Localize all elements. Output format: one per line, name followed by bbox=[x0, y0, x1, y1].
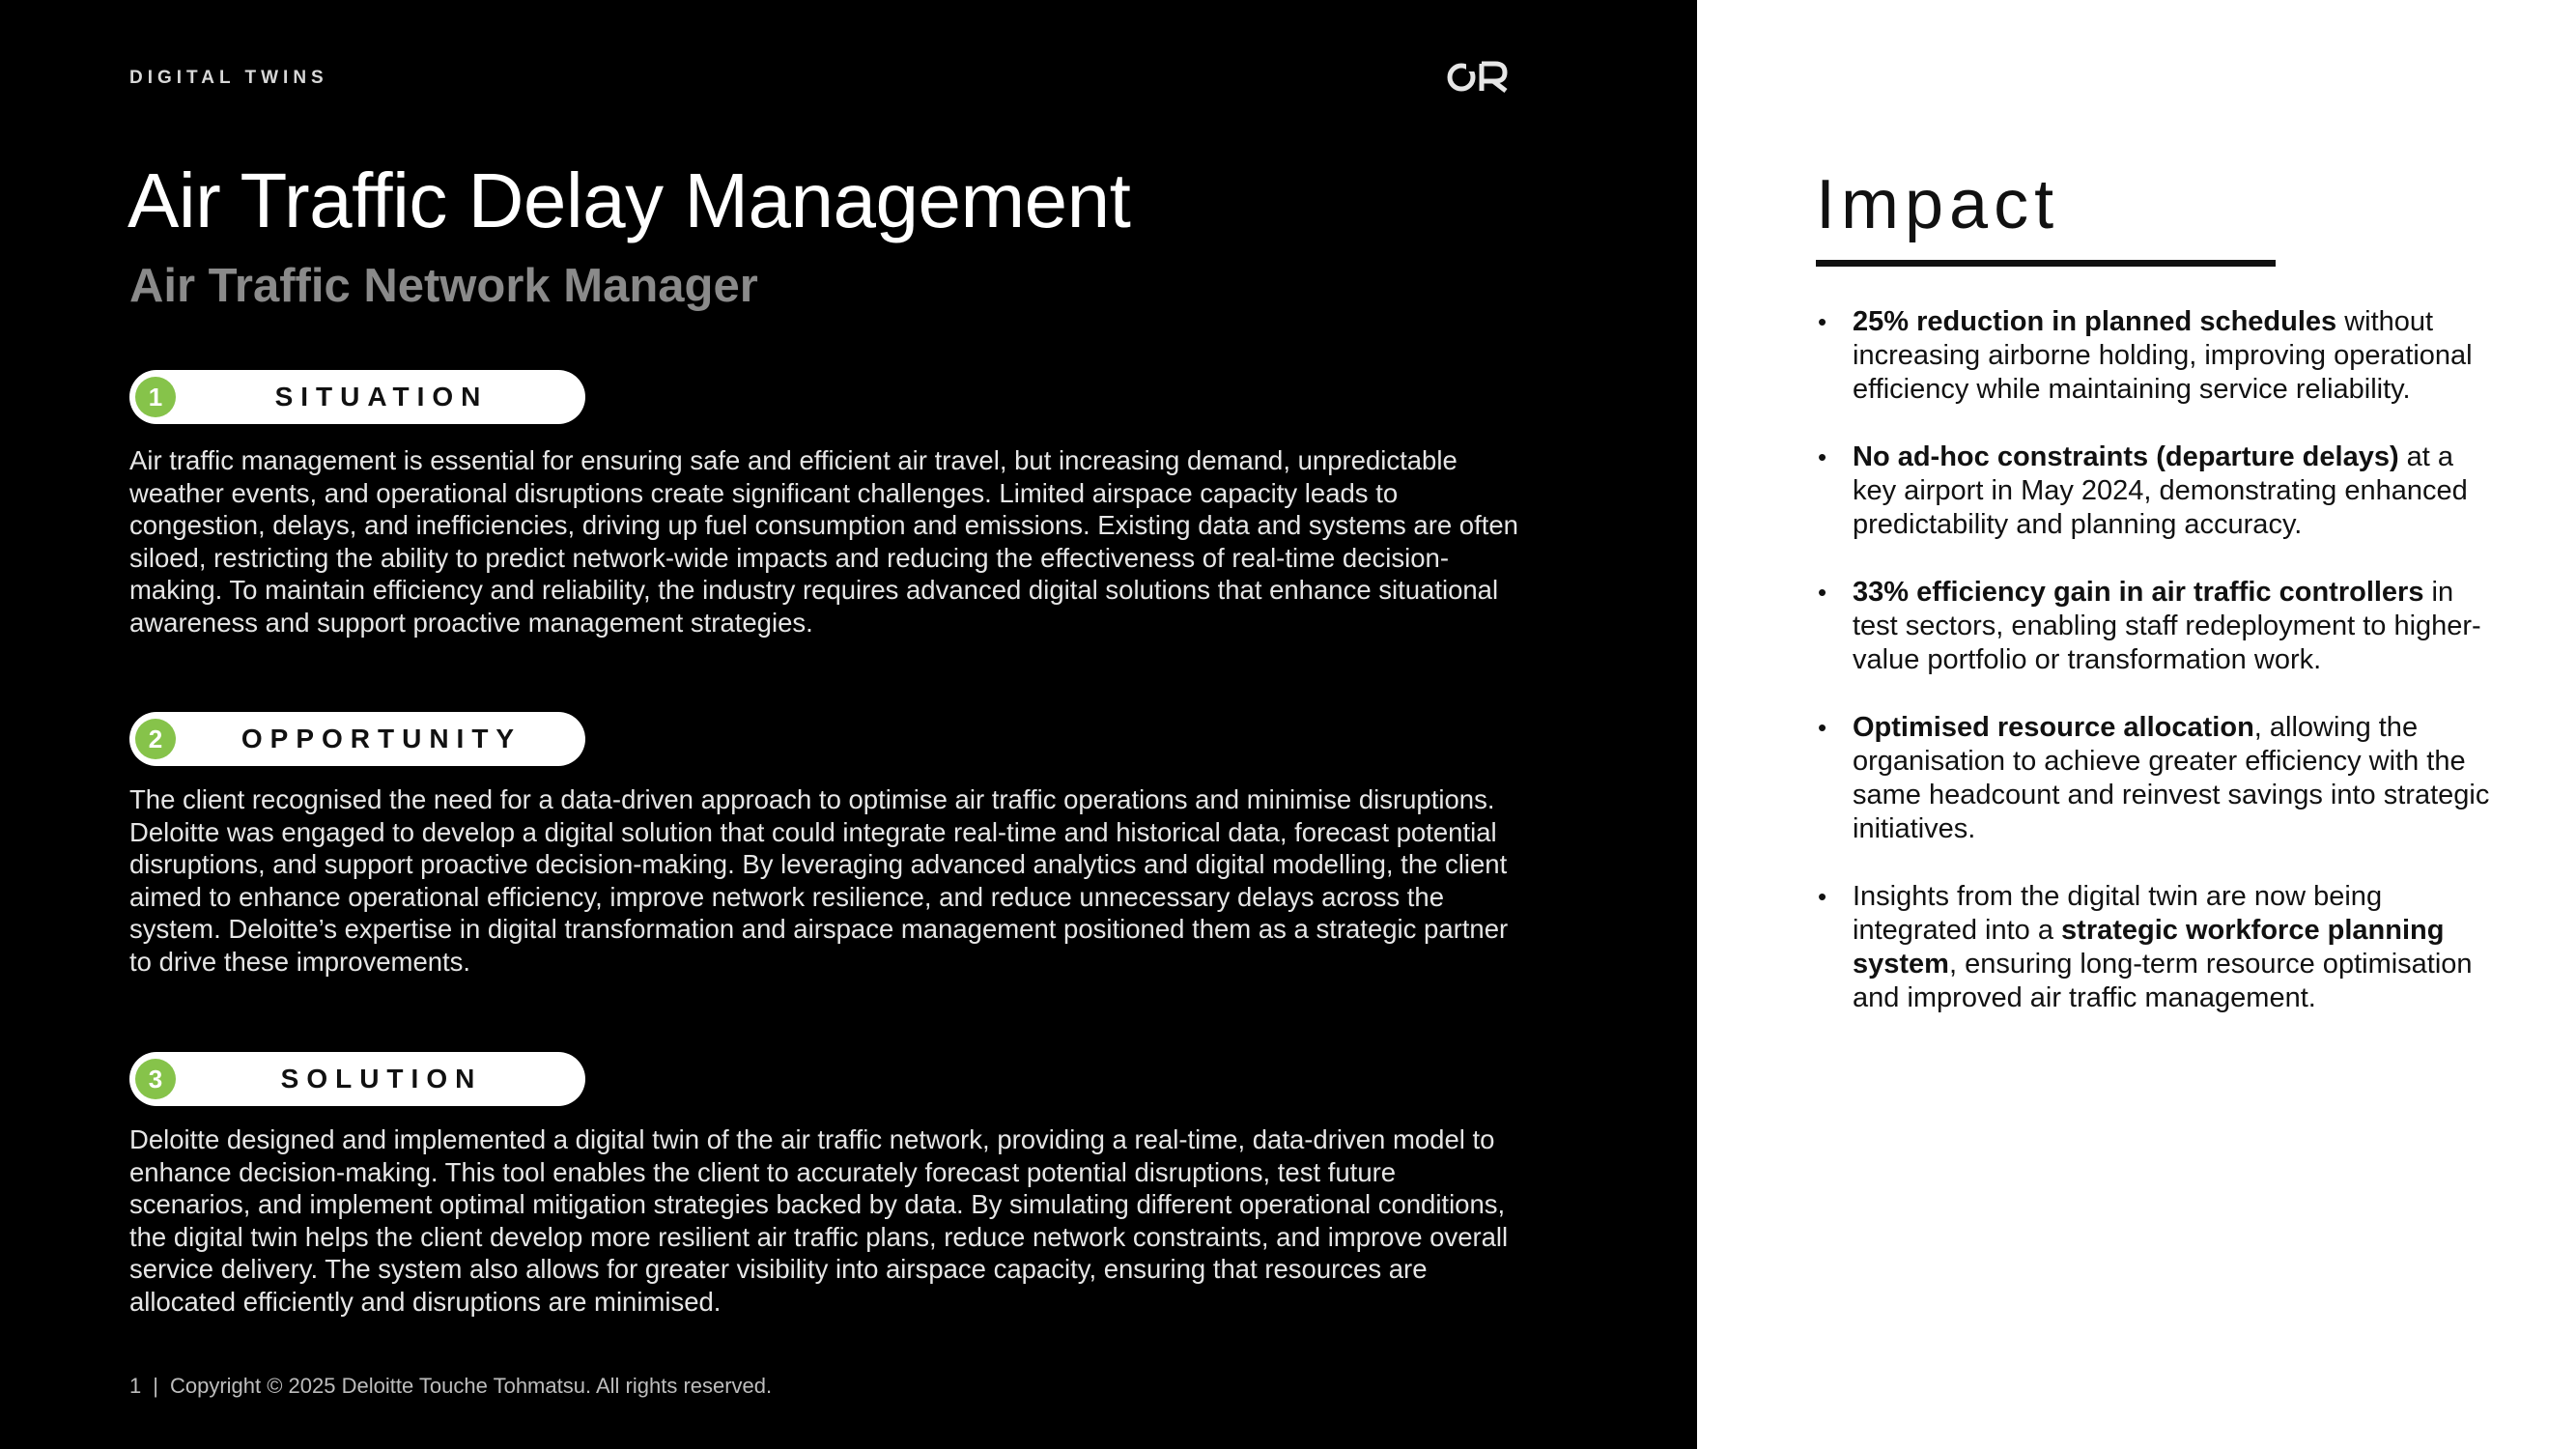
page-subtitle: Air Traffic Network Manager bbox=[129, 260, 758, 312]
impact-item-text: at a key airport in May 2024, demonstrating enhanced predictability and planning accuracy. bbox=[1853, 441, 2468, 540]
page-title: Air Traffic Delay Management bbox=[127, 157, 1131, 243]
impact-title: Impact bbox=[1816, 166, 2060, 243]
impact-item-highlight: Optimised resource allocation bbox=[1853, 712, 2254, 743]
opportunity-text: The client recognised the need for a data-driven approach to optimise air traffic operations and minimise disruptions. Deloitte was engaged to develop a digital solution that could integrate real-time and historical data, forecast potential disruptions, and support proactive decision-making. By leveraging advanced analytics and digital modelling, the client aimed to enhance operational efficiency, improve network resilience, and reduce unnecessary delays across the system. Deloitte’s expertise in digital transformation and airspace management positioned them as a strategic partner to drive these improvements. bbox=[129, 784, 1509, 977]
impact-item bbox=[1816, 880, 2492, 1015]
situation-text: Air traffic management is essential for ensuring safe and efficient air travel, but increasing demand, unpredictable weather events, and operational disruptions create significant challenges. Limited airspace capacity leads to congestion, delays, and inefficiencies, driving up fuel consumption and emissions. Existing data and systems are often siloed, restricting the ability to predict network-wide impacts and reducing the effectiveness of real-time decision-making. To maintain efficiency and reliability, the industry requires advanced digital solutions that enhance situational awareness and support proactive management strategies. bbox=[129, 445, 1518, 638]
impact-item bbox=[1816, 440, 2492, 542]
impact-list bbox=[1816, 305, 2492, 1049]
bullet-icon: • bbox=[1818, 713, 1827, 742]
section-tag: DIGITAL TWINS bbox=[129, 68, 328, 88]
impact-underline bbox=[1816, 260, 2276, 267]
bullet-icon: • bbox=[1818, 578, 1827, 607]
impact-item bbox=[1816, 576, 2492, 677]
impact-item-text: in test sectors, enabling staff redeployment to higher-value portfolio or transformation work. bbox=[1853, 577, 2481, 675]
page-number: 1 bbox=[129, 1374, 142, 1398]
opportunity-header bbox=[129, 712, 585, 766]
footer bbox=[129, 1374, 772, 1399]
section-number-badge: 2 bbox=[135, 719, 176, 759]
section-label: OPPORTUNITY bbox=[241, 724, 523, 753]
section-label: SOLUTION bbox=[280, 1064, 483, 1094]
section-number-badge: 3 bbox=[135, 1059, 176, 1099]
impact-item-text: , allowing the organisation to achieve greater efficiency with the same headcount and reinvest savings into strategic initiatives. bbox=[1853, 712, 2490, 844]
impact-item bbox=[1816, 305, 2492, 407]
impact-item-text: , ensuring long-term resource optimisation and improved air traffic management. bbox=[1853, 949, 2473, 1013]
solution-header bbox=[129, 1052, 585, 1106]
bullet-icon: • bbox=[1818, 442, 1827, 471]
section-label: SITUATION bbox=[274, 382, 489, 412]
bullet-icon: • bbox=[1818, 307, 1827, 336]
section-number-badge: 1 bbox=[135, 377, 176, 417]
impact-item-highlight: 25% reduction in planned schedules bbox=[1853, 306, 2337, 337]
impact-item-highlight: strategic workforce planning system bbox=[1853, 915, 2445, 980]
company-logo bbox=[1445, 58, 1511, 97]
bullet-icon: • bbox=[1818, 882, 1827, 911]
copyright-text: Copyright © 2025 Deloitte Touche Tohmatsu. All rights reserved. bbox=[169, 1374, 773, 1398]
footer-separator: | bbox=[153, 1374, 158, 1398]
impact-item-highlight: No ad-hoc constraints (departure delays) bbox=[1853, 441, 2399, 472]
situation-header bbox=[129, 370, 585, 424]
impact-item bbox=[1816, 711, 2492, 846]
impact-item-highlight: 33% efficiency gain in air traffic controllers bbox=[1853, 577, 2424, 608]
impact-item-lead: Insights from the digital twin are now being integrated into a bbox=[1853, 881, 2383, 946]
solution-text: Deloitte designed and implemented a digital twin of the air traffic network, providing a real-time, data-driven model to enhance decision-making. This tool enables the client to accurately forecast potential disruptions, test future scenarios, and implement optimal mitigation strategies backed by data. By simulating different operational conditions, the digital twin helps the client develop more resilient air traffic plans, reduce network constraints, and improve overall service delivery. The system also allows for greater visibility into airspace capacity, ensuring that resources are allocated efficiently and disruptions are minimised. bbox=[129, 1124, 1509, 1317]
impact-item-text: without increasing airborne holding, improving operational efficiency while maintaining service reliability. bbox=[1853, 306, 2473, 405]
